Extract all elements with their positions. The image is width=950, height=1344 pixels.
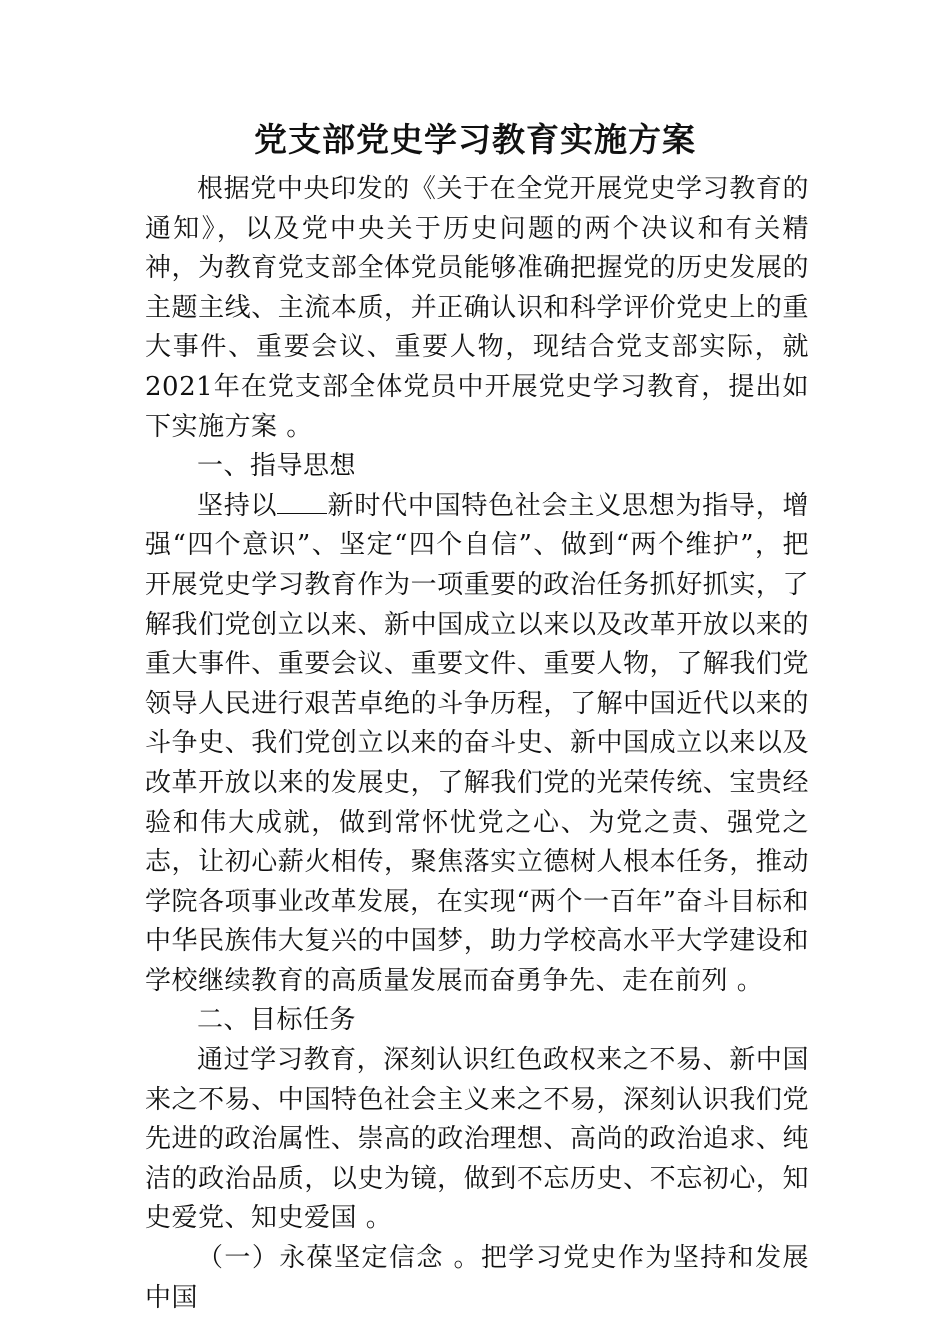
intro-paragraph: 根据党中央印发的《关于在全党开展党史学习教育的通知》，以及党中央关于历史问题的两个决议和有关精神，为教育党支部全体党员能够准确把握党的历史发展的主题主线、主流本质，并正确认识和科学评价党史上的重大事件、重要会议、重要人物，现结合党支部实际，就2021年在党支部全体党员中开展党史学习教育，提出如下实施方案 。: [145, 174, 809, 442]
guiding-thought-prefix: 坚持以: [197, 490, 278, 521]
goals-paragraph: 通过学习教育，深刻认识红色政权来之不易、新中国来之不易、中国特色社会主义来之不易，深刻认识我们党先进的政治属性、崇高的政治理想、高尚的政治追求、纯洁的政治品质，以史为镜，做到不忘历史、不忘初心，知史爱党、知史爱国 。: [145, 1045, 809, 1234]
document-body: [145, 170, 809, 1318]
document-title: 党支部党史学习教育实施方案: [254, 120, 696, 159]
section-heading-goals: 二、目标任务: [197, 1005, 357, 1036]
guiding-thought-text: 新时代中国特色社会主义思想为指导，增强“四个意识”、坚定“四个自信”、做到“两个维护”，把开展党史学习教育作为一项重要的政治任务抓好抓实，了解我们党创立以来、新中国成立以来以及改革开放以来的重大事件、重要会议、重要文件、重要人物，了解我们党领导人民进行艰苦卓绝的斗争历程，了解中国近代以来的斗争史、我们党创立以来的奋斗史、新中国成立以来以及改革开放以来的发展史，了解我们党的光荣传统、宝贵经验和伟大成就，做到常怀忧党之心、为党之责、强党之志，让初心薪火相传，聚焦落实立德树人根本任务，推动学院各项事业改革发展，在实现“两个一百年”奋斗目标和中华民族伟大复兴的中国梦，助力学校高水平大学建设和学校继续教育的高质量发展而奋勇争先、走在前列 。: [145, 490, 809, 996]
section-heading-guiding-thought: 一、指导思想: [197, 451, 357, 482]
subsection-firm-belief: （一）永葆坚定信念 。把学习党史作为坚持和发展中国: [145, 1243, 809, 1313]
blank-underline: [277, 491, 327, 514]
guiding-thought-paragraph: [145, 487, 809, 1002]
